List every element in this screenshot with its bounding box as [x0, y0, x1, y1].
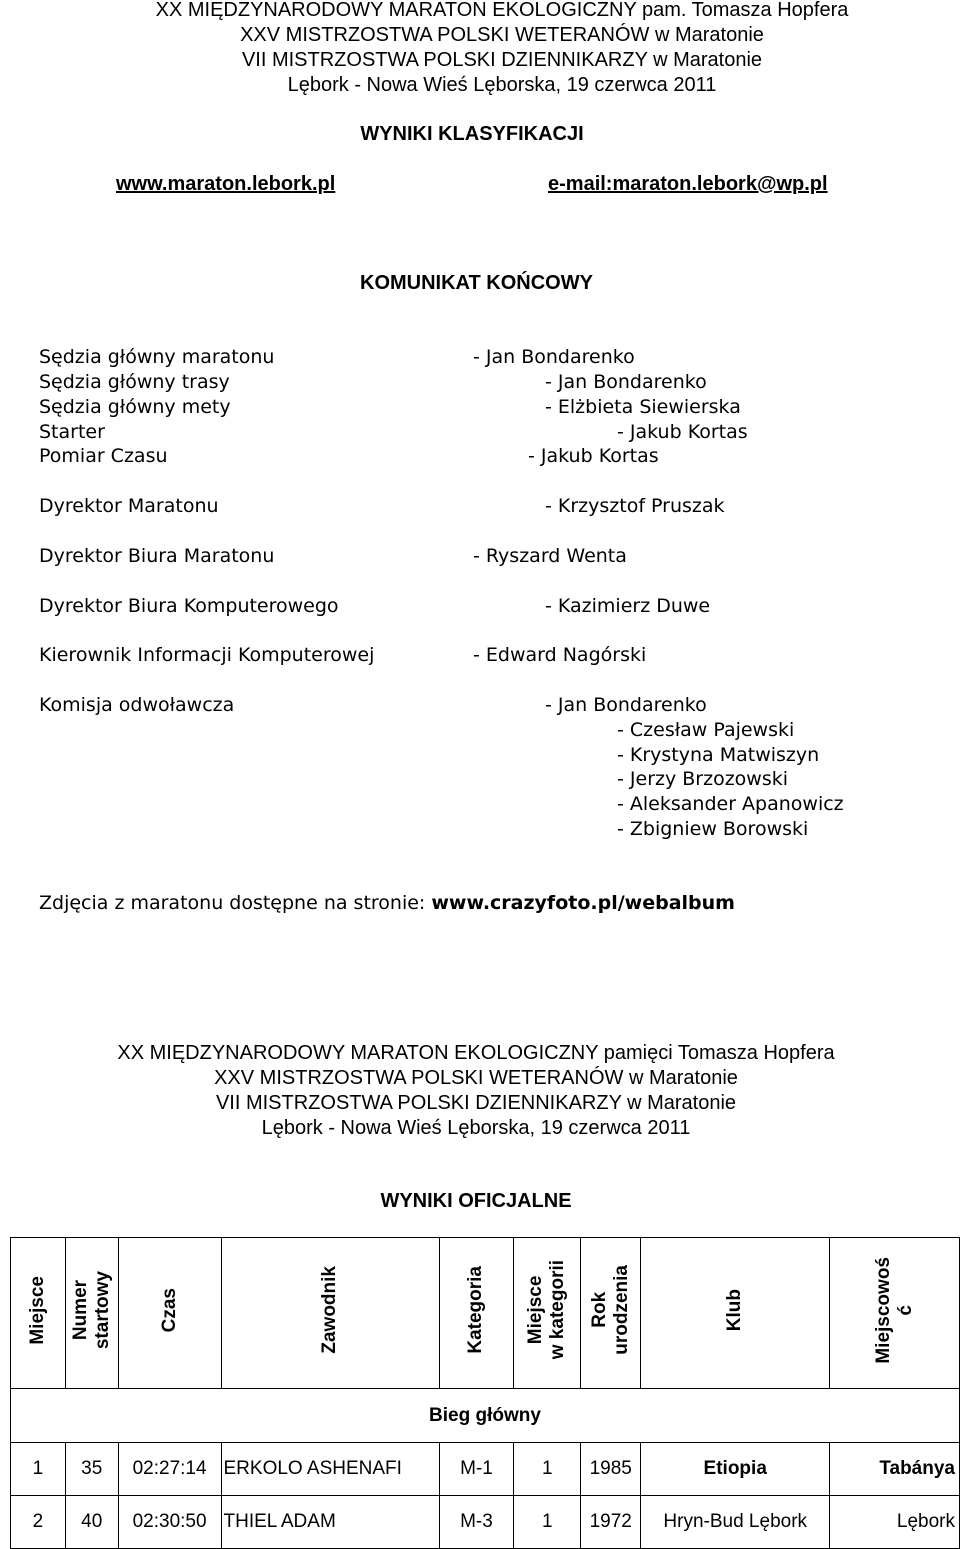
appeals-member: - Czesław Pajewski: [617, 719, 795, 741]
email-link[interactable]: e-mail:maraton.lebork@wp.pl: [548, 173, 828, 195]
col-header-runner: Zawodnik: [221, 1238, 439, 1389]
event-title-line-1: XX MIĘDZYNARODOWY MARATON EKOLOGICZNY pam. Tomasza Hopfera: [155, 0, 849, 21]
event-title-line-2-repeat: XXV MISTRZOSTWA POLSKI WETERANÓW w Maratonie: [214, 1067, 738, 1089]
photos-url-link[interactable]: www.crazyfoto.pl/webalbum: [431, 892, 735, 914]
table-row: [11, 1443, 960, 1496]
col-header-time: Czas: [118, 1238, 221, 1389]
results-classification-title: WYNIKI KLASYFIKACJI: [360, 123, 584, 145]
col-header-town: Miejscowoś ć: [830, 1238, 960, 1389]
col-header-birth-year: Rok urodzenia: [581, 1238, 641, 1389]
chief-judge-label: Sędzia główny maratonu: [39, 346, 275, 368]
cell-birth-year: 1985: [581, 1443, 641, 1496]
col-header-category: Kategoria: [439, 1238, 514, 1389]
col-header-club: Klub: [641, 1238, 830, 1389]
cell-category: M-3: [439, 1496, 514, 1549]
appeals-member: - Krystyna Matwiszyn: [617, 744, 820, 766]
route-judge-label: Sędzia główny trasy: [39, 371, 230, 393]
appeals-member: - Zbigniew Borowski: [617, 818, 809, 840]
finish-judge-value: - Elżbieta Siewierska: [545, 396, 741, 418]
timing-value: - Jakub Kortas: [528, 445, 659, 467]
route-judge-value: - Jan Bondarenko: [545, 371, 707, 393]
photos-note: [39, 891, 735, 916]
cell-runner: THIEL ADAM: [221, 1496, 439, 1549]
cell-runner: ERKOLO ASHENAFI: [221, 1443, 439, 1496]
col-header-bib: Numer startowy: [65, 1238, 118, 1389]
chief-judge-value: - Jan Bondarenko: [473, 346, 635, 368]
appeals-member: - Aleksander Apanowicz: [617, 793, 844, 815]
cell-club: Hryn-Bud Lębork: [641, 1496, 830, 1549]
final-communique-title: KOMUNIKAT KOŃCOWY: [360, 272, 593, 294]
office-director-label: Dyrektor Biura Maratonu: [39, 545, 275, 567]
cell-birth-year: 1972: [581, 1496, 641, 1549]
event-title-line-3: VII MISTRZOSTWA POLSKI DZIENNIKARZY w Maratonie: [241, 49, 763, 71]
website-link[interactable]: www.maraton.lebork.pl: [116, 173, 336, 195]
marathon-director-value: - Krzysztof Pruszak: [545, 495, 725, 517]
event-title-line-1-repeat: XX MIĘDZYNARODOWY MARATON EKOLOGICZNY pamięci Tomasza Hopfera: [117, 1042, 835, 1064]
it-head-value: - Edward Nagórski: [473, 644, 647, 666]
cell-place: 1: [11, 1443, 66, 1496]
cell-category: M-1: [439, 1443, 514, 1496]
table-header-row: [11, 1238, 960, 1389]
cell-time: 02:30:50: [118, 1496, 221, 1549]
computer-director-value: - Kazimierz Duwe: [545, 595, 711, 617]
results-table: [10, 1237, 960, 1549]
appeals-member: - Jerzy Brzozowski: [617, 768, 789, 790]
appeals-member: - Jan Bondarenko: [545, 694, 707, 716]
section-row: [11, 1389, 960, 1443]
cell-category-place: 1: [514, 1443, 581, 1496]
table-row: [11, 1496, 960, 1549]
section-title: Bieg główny: [11, 1389, 960, 1443]
cell-category-place: 1: [514, 1496, 581, 1549]
computer-director-label: Dyrektor Biura Komputerowego: [39, 595, 339, 617]
event-location-date: Lębork - Nowa Wieś Lęborska, 19 czerwca 2011: [287, 74, 717, 96]
photos-text: Zdjęcia z maratonu dostępne na stronie:: [39, 892, 432, 914]
col-header-category-place: Miejsce w kategorii: [514, 1238, 581, 1389]
starter-label: Starter: [39, 421, 105, 443]
finish-judge-label: Sędzia główny mety: [39, 396, 231, 418]
cell-bib: 35: [65, 1443, 118, 1496]
office-director-value: - Ryszard Wenta: [473, 545, 627, 567]
cell-bib: 40: [65, 1496, 118, 1549]
timing-label: Pomiar Czasu: [39, 445, 168, 467]
cell-town: Tabánya: [830, 1443, 960, 1496]
cell-place: 2: [11, 1496, 66, 1549]
event-title-line-2: XXV MISTRZOSTWA POLSKI WETERANÓW w Maratonie: [240, 24, 764, 46]
cell-town: Lębork: [830, 1496, 960, 1549]
it-head-label: Kierownik Informacji Komputerowej: [39, 644, 375, 666]
event-location-date-repeat: Lębork - Nowa Wieś Lęborska, 19 czerwca 2011: [261, 1117, 691, 1139]
marathon-director-label: Dyrektor Maratonu: [39, 495, 219, 517]
event-title-line-3-repeat: VII MISTRZOSTWA POLSKI DZIENNIKARZY w Maratonie: [215, 1092, 737, 1114]
col-header-place: Miejsce: [11, 1238, 66, 1389]
appeals-committee-label: Komisja odwoławcza: [39, 694, 235, 716]
starter-value: - Jakub Kortas: [617, 421, 748, 443]
cell-time: 02:27:14: [118, 1443, 221, 1496]
official-results-title: WYNIKI OFICJALNE: [380, 1190, 572, 1212]
cell-club: Etiopia: [641, 1443, 830, 1496]
